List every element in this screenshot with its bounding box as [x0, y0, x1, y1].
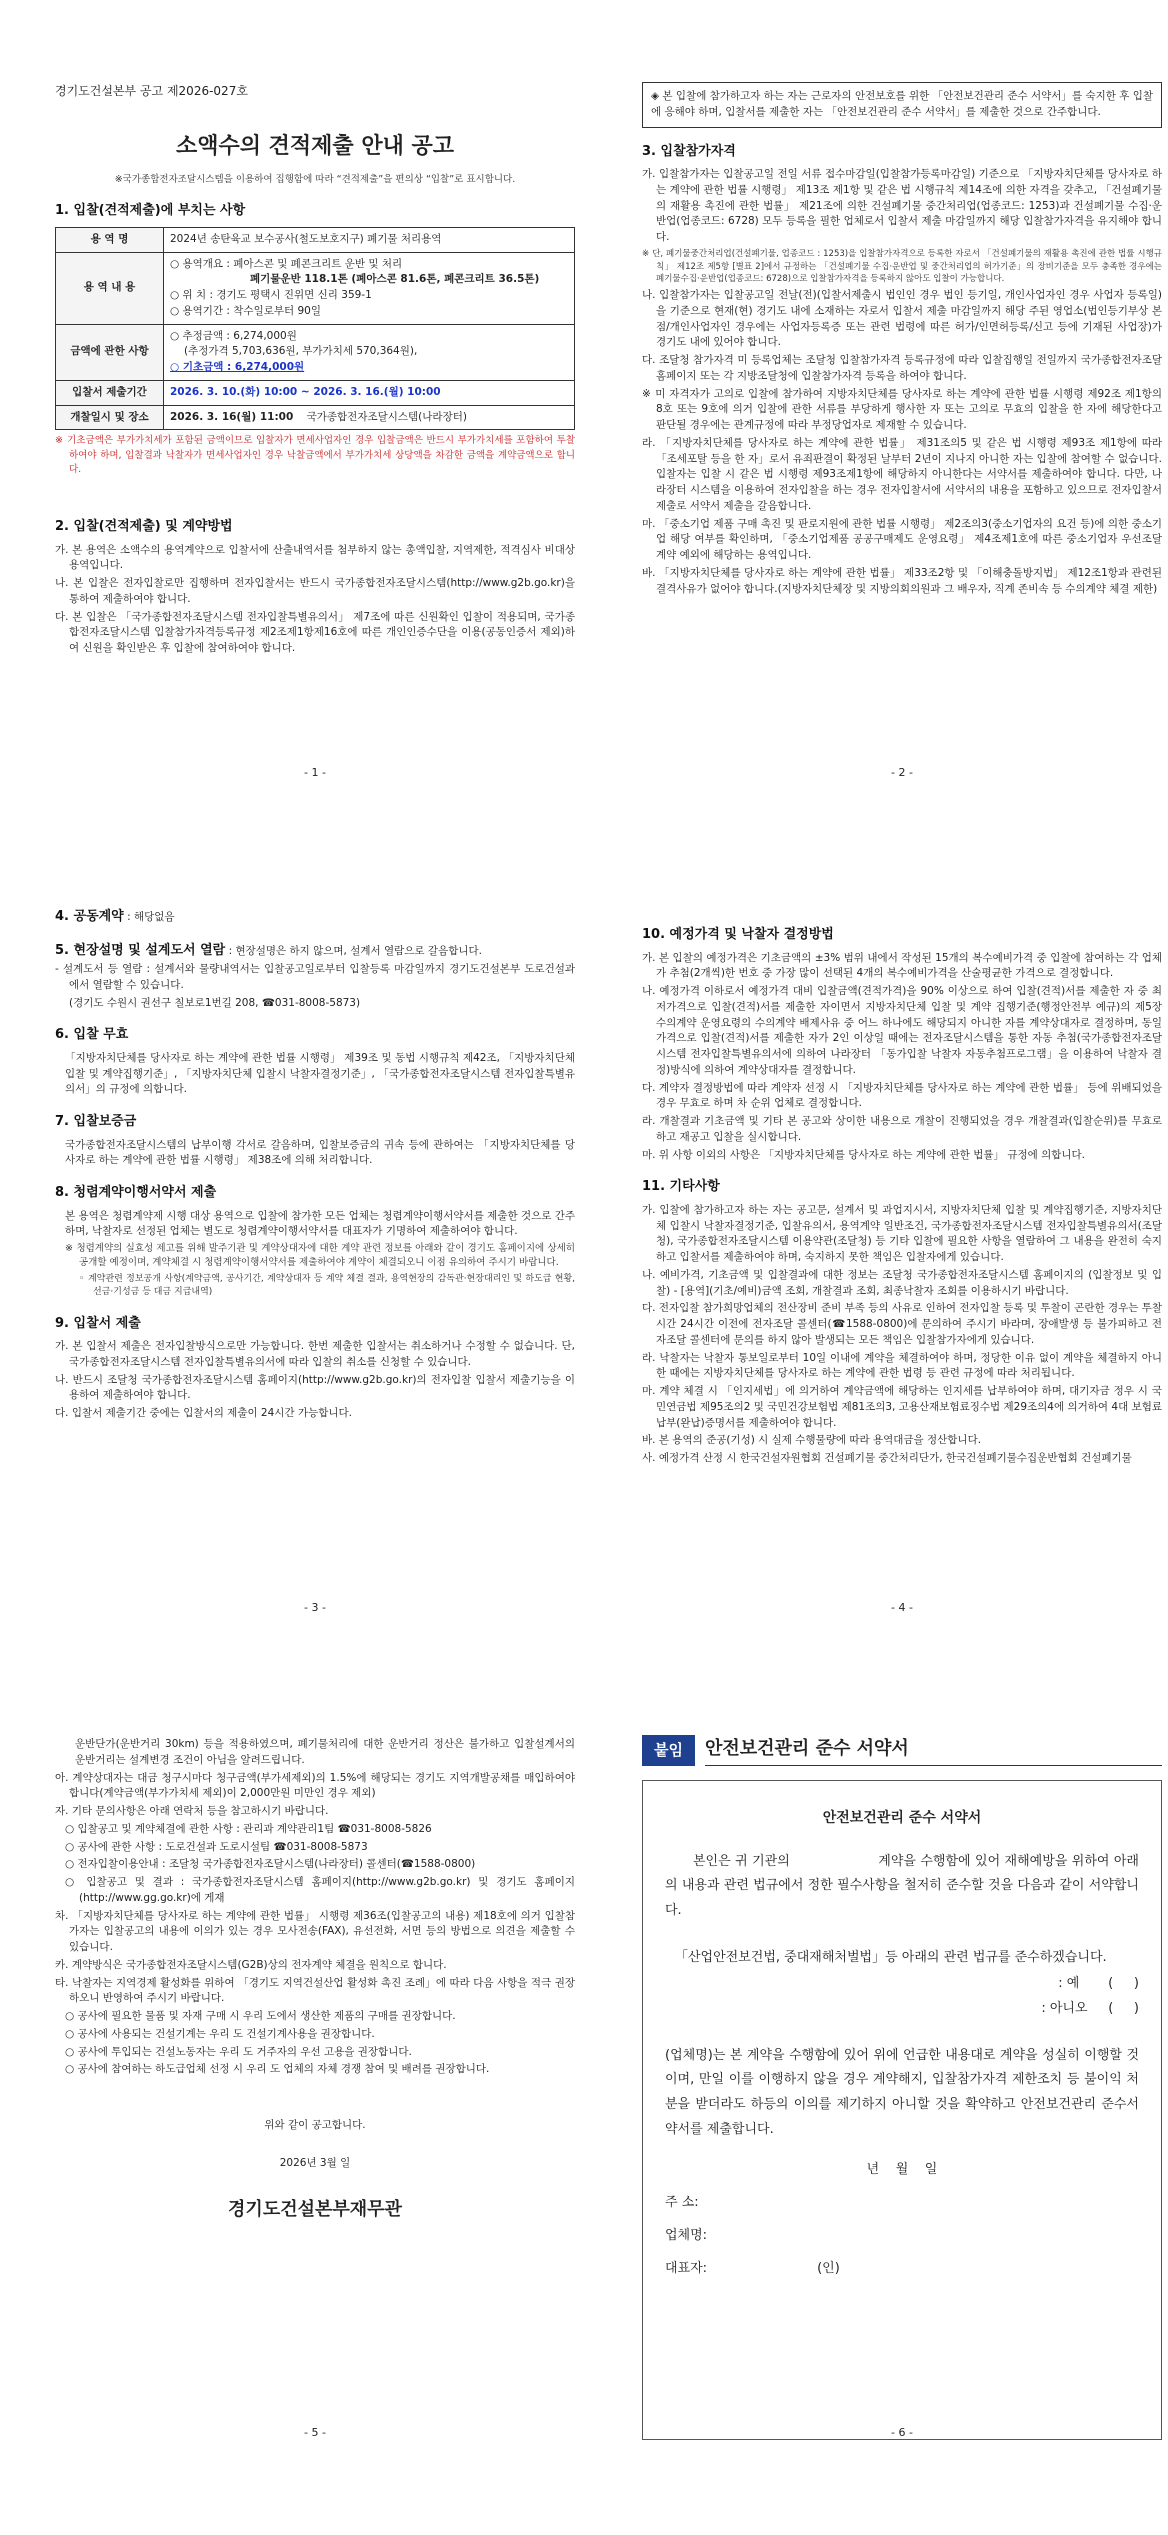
- list-item: ○ 공사에 사용되는 건설기계는 우리 도 건설기계사용을 권장합니다.: [65, 2027, 375, 2040]
- paragraph: 바. 「지방자치단체를 당사자로 하는 계약에 관한 법률」 제33조2항 및 「이해충돌방지법」 제12조1항과 관련된 결격사유가 없어야 합니다.(지방자치단체장 및 지방의회의원과 그 배우자, 직계 존비속 등 수의계약 체결 제한): [642, 566, 1162, 595]
- paragraph: 「지방자치단체를 당사자로 하는 계약에 관한 법률 시행령」 제39조 및 동법 시행규칙 제42조, 「지방자치단체 입찰 및 계약집행기준」, 「지방자치단체 입찰시 낙찰자결정기준」, 「국가종합전자조달시스템 전자입찰특별유의서」의 규정에 의합니다.: [65, 1051, 575, 1096]
- paragraph: 본 용역은 청렴계약제 시행 대상 용역으로 입찰에 참가한 모든 업체는 청렴계약이행서약서를 제출한 것으로 간주하며, 낙찰자로 선정된 업체는 별도로 청렴계약이행서약서를 대표자가 기명하여 제출하여야 합니다.: [65, 1209, 575, 1238]
- service-content: [164, 252, 575, 324]
- amount-info: [164, 324, 575, 380]
- content-line: ○ 위 치 : 경기도 평택시 진위면 신리 359-1: [170, 289, 372, 301]
- list-item: ○ 전자입찰이용안내 : 조달청 국가종합전자조달시스템(나라장터) 콜센터(☎1588-0800): [65, 1858, 476, 1871]
- section-3-heading: 3. 입찰참가자격: [642, 143, 736, 159]
- content-line: ○ 용역기간 : 착수일로부터 90일: [170, 304, 321, 317]
- section-10-heading: 10. 예정가격 및 낙찰자 결정방법: [642, 927, 834, 942]
- paragraph: 가. 본 입찰서 제출은 전자입찰방식으로만 가능합니다. 한번 제출한 입찰서는 취소하거나 수정할 수 없습니다. 단, 국가종합전자조달시스템 전자입찰특별유의서에 따라 입찰의 취소를 신청할 수 있습니다.: [55, 1340, 575, 1368]
- section-9-heading: 9. 입찰서 제출: [55, 1315, 141, 1331]
- list-item: ○ 공사에 관한 사항 : 도로건설과 도로시설팀 ☎031-8008-5873: [65, 1840, 368, 1853]
- paragraph: 라. 「지방자치단체를 당사자로 하는 계약에 관한 법률」 제31조의5 및 같은 법 시행령 제93조 제1항에 따라 「조세포탈 등을 한 자」로서 유죄판결이 확정된 날부터 2년이 지나지 아니한 자는 입찰에 참여할 수 없습니다. 입찰자는 입찰 시 같은 법 시행령 제93조제1항에 해당하지 아니한다는 서약서를 제출하여야 합니다. 다만, 나라장터 시스템을 이용하여 전자입찰을 하는 경우 전자입찰서에 서약서의 내용을 포함하고 있으므로 전자입찰서 제출로 서약서 제출을 갈음합니다.: [642, 436, 1162, 512]
- page-number: - 3 -: [304, 1601, 326, 1614]
- page-3: [55, 905, 575, 1705]
- list-item: ○ 입찰공고 및 계약체결에 관한 사항 : 관리과 계약관리1팀 ☎031-8008-5826: [65, 1822, 432, 1835]
- form-date: 년 월 일: [866, 2162, 938, 2178]
- paragraph: 다. 계약자 결정방법에 따라 계약자 선정 시 「지방자치단체를 당사자로 하는 계약에 관한 법률」 등에 위배되었을 경우 무효로 하며 차 순위 업체로 결정합니다.: [642, 1081, 1162, 1110]
- paragraph: 라. 낙찰자는 낙찰자 통보일로부터 10일 이내에 계약을 체결하여야 하며, 정당한 이유 없이 계약을 체결하지 아니한 때에는 지방자치단체를 당사자로 하는 계약에 관한 법령 등 관련 규정에 따라 처리됩니다.: [642, 1351, 1162, 1380]
- opening-info: [164, 405, 575, 430]
- paragraph: 자. 기타 문의사항은 아래 연락처 등을 참고하시기 바랍니다.: [55, 1805, 329, 1817]
- table-row: [56, 380, 575, 405]
- paragraph: 가. 본 입찰의 예정가격은 기초금액의 ±3% 범위 내에서 작성된 15개의 복수예비가격 중 입찰에 참여하는 각 업체가 추첨(2개씩)한 번호 중 가장 많이 선택된 4개의 복수예비가격을 산술평균한 가격으로 결정합니다.: [642, 951, 1162, 980]
- section-4-heading: 4. 공동계약: [55, 909, 124, 924]
- seal-mark: (인): [817, 2260, 840, 2276]
- form-address: 주 소:: [665, 2195, 699, 2211]
- paragraph: 아. 계약상대자는 대금 청구시마다 청구금액(부가세제외)의 1.5%에 해당되는 경기도 지역개발공채를 매입하여야 합니다(계약금액(부가가치세 제외)이 2,000만원 미만인 경우 제외): [55, 1771, 575, 1800]
- list-item: ○ 입찰공고 및 결과 : 국가종합전자조달시스템 홈페이지(http://www.g2b.go.kr) 및 경기도 홈페이지(http://www.gg.go.kr)에 게재: [65, 1876, 575, 1904]
- paragraph: 바. 본 용역의 준공(기성) 시 실제 수행물량에 따라 용역대금을 정산합니다.: [642, 1434, 982, 1447]
- pledge-form: [642, 1780, 1162, 2440]
- table-row: [56, 324, 575, 380]
- content-line: ○ 용역개요 : 폐아스콘 및 폐콘크리트 운반 및 처리: [170, 257, 403, 270]
- encourage-list: [55, 2009, 575, 2078]
- list-item: ○ 공사에 투입되는 건설노동자는 우리 도 거주자의 우선 고용을 권장합니다.: [65, 2045, 412, 2058]
- paragraph: 다. 본 입찰은 「국가종합전자조달시스템 전자입찰특별유의서」 제7조에 따른 신원확인 입찰이 적용되며, 국가종합전자조달시스템 입찰참가자격등록규정 제2조제1항제16호에 따른 개인인증수단을 이용(공동인증서 제외)하여 신원을 확인받은 후 입찰에 참여하여야 합니다.: [55, 610, 575, 654]
- amount-line: ○ 추정금액 : 6,274,000원: [170, 329, 297, 342]
- page-number: - 1 -: [304, 766, 326, 779]
- row-header: 용 역 내 용: [56, 252, 164, 324]
- paragraph: 국가종합전자조달시스템의 납부이행 각서로 갈음하며, 입찰보증금의 귀속 등에 관하여는 「지방자치단체를 당사자로 하는 계약에 관한 법률 시행령」 제38조에 의해 처리합니다.: [65, 1138, 575, 1167]
- paragraph: 차. 「지방자치단체를 당사자로 하는 계약에 관한 법률」 시행령 제36조(입찰공고의 내용) 제18호에 의거 입찰참가자는 입찰공고의 내용에 이의가 있는 경우 모사전송(FAX), 유선전화, 서면 등의 방법으로 의견을 제출할 수 있습니다.: [55, 1909, 575, 1953]
- page-1: [55, 80, 575, 880]
- paragraph: 나. 본 입찰은 전자입찰로만 집행하며 전자입찰서는 반드시 국가종합전자조달시스템(http://www.g2b.go.kr)을 통하여 제출하여야 합니다.: [55, 577, 575, 605]
- page-number: - 6 -: [891, 2426, 913, 2439]
- page-number: - 2 -: [891, 766, 913, 779]
- paragraph: 마. 위 사항 이외의 사항은 「지방자치단체를 당사자로 하는 계약에 관한 법률」 규정에 의합니다.: [642, 1148, 1086, 1161]
- paragraph: 마. 계약 체결 시 「인지세법」에 의거하여 계약금액에 해당하는 인지세를 납부하여야 하며, 대기자금 정우 시 국민연금법 제95조의2 및 국민건강보험법 제81조의3, 고용산재보험료징수법 제29조의4에 의거하여 4대 보험료 납부(완납)증명서를 제출하여야 합니다.: [642, 1385, 1162, 1429]
- list-item: ○ 공사에 참여하는 하도급업체 선정 시 우리 도 업체의 자체 경쟁 참여 및 배려를 권장합니다.: [65, 2063, 490, 2076]
- form-pledge: (업체명)는 본 계약을 수행함에 있어 위에 언급한 내용대로 계약을 성실히 이행할 것이며, 만일 이를 이행하지 않을 경우 계약해지, 입찰참가자격 제한조치 등 불이익 처분을 받더라도 하등의 이의를 제기하지 아니할 것을 확약하고 안전보건관리 준수서약서를 제출합니다.: [665, 2047, 1139, 2137]
- opening-place: 국가종합전자조달시스템(나라장터): [306, 410, 467, 423]
- paragraph: 사. 예정가격 산정 시 한국건설자원협회 건설폐기물 중간처리단가, 한국건설폐기물수집운반협회 건설폐기물: [642, 1452, 1132, 1464]
- paragraph: 라. 개찰결과 기초금액 및 기타 본 공고와 상이한 내용으로 개찰이 진행되었을 경우 개찰결과(입찰순위)를 무효로 하고 재공고 입찰을 실시합니다.: [642, 1115, 1162, 1143]
- paragraph: 다. 입찰서 제출기간 중에는 입찰서의 제출이 24시간 가능합니다.: [55, 1407, 352, 1419]
- rep-label: 대표자:: [665, 2260, 708, 2276]
- appendix-header: [642, 1735, 1162, 1766]
- paragraph-note: ◦ 계약관련 정보공개 사항(계약금액, 공사기간, 계약상대자 등 계약 체결 결과, 용역현장의 감독관·현장대리인 및 하도급 현황, 선금·기성금 등 대금 지급내역): [79, 1273, 575, 1297]
- contact-list: [55, 1822, 575, 1907]
- paragraph: 마. 「중소기업 제품 구매 촉진 및 판로지원에 관한 법률 시행령」 제2조의3(중소기업자의 요건 등)에 의한 중소기업 해당 여부를 확인하며, 「중소기업제품 공공구매제도 운영요령」 제4조제1호에 따른 중소기업자 우선조달계약 예외에 해당하는 용역입니다.: [642, 517, 1162, 561]
- form-representative: [665, 2257, 1139, 2282]
- paragraph: 가. 본 용역은 소액수의 용역계약으로 입찰서에 산출내역서를 첨부하지 않는 총액입찰, 지역제한, 적격심사 비대상 용역입니다.: [55, 543, 575, 572]
- page-title: 소액수의 견적제출 안내 공고: [175, 134, 454, 159]
- section-4-value: : 해당없음: [123, 911, 175, 923]
- safety-pledge-note: ◈ 본 입찰에 참가하고자 하는 자는 근로자의 안전보호를 위한 「안전보건관리 준수 서약서」를 숙지한 후 입찰에 응해야 하며, 입찰서를 제출한 자는 「안전보건관리 준수 서약서」를 제출한 것으로 간주합니다.: [642, 82, 1162, 128]
- table-row: [56, 405, 575, 430]
- content-line: 폐기물운반 118.1톤 (폐아스콘 81.6톤, 폐콘크리트 36.5톤): [250, 273, 540, 286]
- section-11-heading: 11. 기타사항: [642, 1179, 720, 1195]
- row-header: 금액에 관한 사항: [56, 324, 164, 380]
- bid-info-table: [55, 227, 575, 431]
- page-5: [55, 1735, 575, 2535]
- section-6-heading: 6. 입찰 무효: [55, 1027, 129, 1043]
- closing-text: 위와 같이 공고합니다.: [264, 2119, 366, 2131]
- check-yes: : 예 ( ): [1058, 1976, 1139, 1992]
- issuer: 경기도건설본부재무관: [228, 2198, 402, 2220]
- paragraph: (경기도 수원시 권선구 칠보로1번길 208, ☎031-8008-5873): [69, 996, 361, 1009]
- opening-datetime: 2026. 3. 16(월) 11:00: [170, 410, 294, 423]
- submission-period: 2026. 3. 10.(화) 10:00 ~ 2026. 3. 16.(월) 10:00: [164, 380, 575, 405]
- page-4: [642, 925, 1162, 1725]
- paragraph: 다. 조달청 참가자격 미 등록업체는 조달청 입찰참가자격 등록규정에 따라 입찰집행일 전일까지 국가종합전자조달 홈페이지 또는 각 지방조달청에 입찰참가자격 등록을 하여야 합니다.: [642, 354, 1162, 382]
- paragraph: 나. 반드시 조달청 국가종합전자조달시스템 홈페이지(http://www.g2b.go.kr)의 전자입찰 입찰서 제출기능을 이용하여 제출하여야 합니다.: [55, 1373, 575, 1402]
- section-4: [55, 907, 575, 927]
- form-intro: 본인은 귀 기관의 계약을 수행함에 있어 재해예방을 위하여 아래의 내용과 관련 법규에서 정한 필수사항을 철저히 준수할 것을 다음과 같이 서약합니다.: [665, 1853, 1139, 1918]
- page-number: - 4 -: [891, 1601, 913, 1614]
- row-header: 입찰서 제출기간: [56, 380, 164, 405]
- paragraph: 가. 입찰에 참가하고자 하는 자는 공고문, 설계서 및 과업지시서, 지방자치단체 입찰 및 계약집행기준, 지방자치단체 입찰시 낙찰자결정기준, 입찰유의서, 용역계약 일반조건, 국가종합전자조달시스템 전자입찰특별유의서(조달청), 국가종합전자조달시스템 이용약관(조달청) 등 기타 입찰에 필요한 사항을 열람하여 그 내용을 완전히 숙지하고 입찰서를 제출하여야 하며, 숙지하지 못한 책임은 입찰자에게 있습니다.: [642, 1203, 1162, 1263]
- row-header: 용 역 명: [56, 227, 164, 252]
- page-6: [642, 1735, 1162, 2535]
- paragraph-note: ※ 미 자격자가 고의로 입찰에 참가하여 지방자치단체를 당사자로 하는 계약에 관한 법률 시행령 제92조 제1항의 8호 또는 9호에 의거 입찰에 관한 서류를 부당하게 행사한 자 또는 고의로 무효의 입찰을 한 자에 해당한다고 판단될 경우에는 관계규정에 따라 부정당업자로 제재할 수 있습니다.: [642, 387, 1162, 431]
- form-law: 「산업안전보건법, 중대재해처벌법」등 아래의 관련 법규를 준수하겠습니다.: [675, 1949, 1107, 1965]
- paragraph: 타. 낙찰자는 지역경제 활성화를 위하여 「경기도 지역건설산업 활성화 촉진 조례」에 따라 다음 사항을 적극 권장하오니 반영하여 주시기 바랍니다.: [55, 1976, 575, 2005]
- paragraph-note: ※ 청렴계약의 실효성 제고를 위해 발주기관 및 계약상대자에 대한 계약 관련 정보를 아래와 같이 경기도 홈페이지에 상세히 공개할 예정이며, 계약체결 시 청렴계약이행서약서를 제출하여야 계약이 체결되오니 이점 유의하여 주시기 바랍니다.: [65, 1243, 575, 1269]
- form-title: 안전보건관리 준수 서약서: [822, 1810, 982, 1826]
- service-name: 2024년 송탄육교 보수공사(철도보호지구) 폐기물 처리용역: [164, 227, 575, 252]
- appendix-badge: 붙임: [642, 1735, 695, 1766]
- paragraph: 카. 계약방식은 국가종합전자조달시스템(G2B)상의 전자계약 체결을 원칙으로 합니다.: [55, 1958, 447, 1971]
- paragraph: 나. 입찰참가자는 입찰공고일 전날(전)(입찰서제출시 법인인 경우 법인 등기일, 개인사업자인 경우 사업자 등록일)을 기준으로 현재(현) 경기도 내에 소재하는 자로서 입찰서 제출 마감일까지 해당 주된 영업소(법인등기부상 본점/개인사업자인 경우에는 사업자등록증 또는 관련 법령에 따른 허가/인면허등록/신고 등에 기재된 사업장)가 경기도 내에 있어야 합니다.: [642, 289, 1162, 349]
- paragraph: 운반단가(운반거리 30km) 등을 적용하였으며, 폐기물처리에 대한 운반거리 정산은 불가하고 입찰설계서의 운반거리는 설계변경 조건이 아님을 알려드립니다.: [75, 1738, 575, 1766]
- page-2: [642, 80, 1162, 880]
- section-1-heading: 1. 입찰(견적제출)에 부치는 사항: [55, 203, 246, 219]
- paragraph-note: ※ 단, 폐기물중간처리업(건설폐기물, 업종코드 : 1253)을 입찰참가자격으로 등록한 자로서 「건설폐기물의 재활용 촉진에 관한 법률 시행규칙」 제12조 제5항 [별표 2]에서 규정하는 「건설폐기물 수집·운반업 및 중간처리업의 허가기준」의 장비기준을 모두 충족한 경우에는 폐기물수집·운반업(업종코드: 6728)으로 입찰참가자격을 등록하지 않아도 입찰이 가능합니다.: [642, 248, 1162, 285]
- paragraph: - 설계도서 등 열람 : 설계서와 물량내역서는 입찰공고일로부터 입찰등록 마감일까지 경기도건설본부 도로건설과에서 열람할 수 있습니다.: [55, 963, 575, 991]
- paragraph: 가. 입찰참가자는 입찰공고일 전일 서류 접수마감일(입찰참가등록마감일) 기준으로 「지방자치단체를 당사자로 하는 계약에 관한 법률 시행령」 제13조 제1항 및 같은 법 시행규칙 제14조에 의한 자격을 갖추고, 「건설폐기물의 재활용 촉진에 관한 법률」 제21조에 의한 건설폐기물 중간처리업(업종코드: 1253)과 건설폐기물 수집·운반업(업종코드: 6728) 모두 등록을 필한 업체로서 입찰서 제출 마감일까지 해당 입찰참가자격을 유지해야 합니다.: [642, 168, 1162, 243]
- check-no: : 아니오 ( ): [1041, 2001, 1139, 2017]
- section-2-heading: 2. 입찰(견적제출) 및 계약방법: [55, 519, 233, 534]
- form-company: 업체명:: [665, 2227, 708, 2243]
- paragraph: 나. 예비가격, 기초금액 및 입찰결과에 대한 정보는 조달청 국가종합전자조달시스템 홈페이지의 (입찰정보 및 입찰) - [용역](기초/예비)금액 조회, 개찰결과 조회, 최종낙찰자 조회를 이용하시기 바랍니다.: [642, 1268, 1162, 1297]
- list-item: ○ 공사에 필요한 물품 및 자재 구매 시 우리 도에서 생산한 제품의 구매를 권장합니다.: [65, 2010, 456, 2022]
- section-5: [55, 941, 575, 961]
- base-amount: ○ 기초금액 : 6,274,000원: [170, 361, 305, 373]
- section-5-value: : 현장설명은 하지 않으며, 설계서 열람으로 갈음합니다.: [225, 944, 482, 957]
- table-row: [56, 252, 575, 324]
- paragraph: 다. 전자입찰 참가희망업체의 전산장비 준비 부족 등의 사유로 인하여 전자입찰 등록 및 투찰이 곤란한 경우는 투찰시간 24시간 이전에 전자조달 콜센터(☎1588-0800)에 문의하여 주시기 바라며, 장애발생 등 불가피하고 전자조달 콜센터에 문의를 하지 않아 발생되는 모든 책임은 입찰참가자에게 있습니다.: [642, 1302, 1162, 1346]
- section-7-heading: 7. 입찰보증금: [55, 1114, 137, 1129]
- section-5-heading: 5. 현장설명 및 설계도서 열람: [55, 942, 226, 958]
- page-number: - 5 -: [304, 2426, 326, 2439]
- paragraph: 나. 예정가격 이하로서 예정가격 대비 입찰금액(견적가격)을 90% 이상으로 하여 입찰(견적)서를 제출한 자 중 최저가격으로 입찰(견적)서를 제출한 자이면서 지방자치단체 입찰 및 계약 집행기준(행정안전부 예규)의 제5장 수의계약 운영요령의 수의계약 배제사유 중 어느 하나에도 해당되지 아니한 자를 계약상대자로 결정하며, 동일가격으로 입찰(견적)서를 제출한 자가 2인 이상일 때에는 전자조달시스템을 통한 자동 추첨(국가종합전자조달시스템 전자입찰특별유의서에 의하여 나라장터 「동가입찰 낙찰자 자동추첨프로그램」을 이용하여 낙찰자 결정)방식에 의하여 계약상대자를 결정합니다.: [642, 985, 1162, 1076]
- row-header: 개찰일시 및 장소: [56, 405, 164, 430]
- notice-number: 경기도건설본부 공고 제2026-027호: [55, 84, 248, 98]
- amount-line: (추정가격 5,703,636원, 부가가치세 570,364원),: [184, 345, 418, 358]
- appendix-title: 안전보건관리 준수 서약서: [705, 1735, 1162, 1766]
- table-row: [56, 227, 575, 252]
- section-8-heading: 8. 청렴계약이행서약서 제출: [55, 1185, 217, 1200]
- tax-note: ※ 기초금액은 부가가치세가 포함된 금액이므로 입찰자가 면세사업자인 경우 입찰금액은 반드시 부가가치세를 포함하여 투찰하여야 하며, 입찰결과 낙찰자가 면세사업자인 경우 낙찰금액에서 부가가치세 상당액을 차감한 금액을 계약금액으로 합니다.: [55, 435, 575, 475]
- notice-date: 2026년 3월 일: [279, 2156, 351, 2169]
- subtitle: ※국가종합전자조달시스템을 이용하여 집행함에 따라 “견적제출”을 편의상 “입찰”로 표시합니다.: [114, 174, 516, 185]
